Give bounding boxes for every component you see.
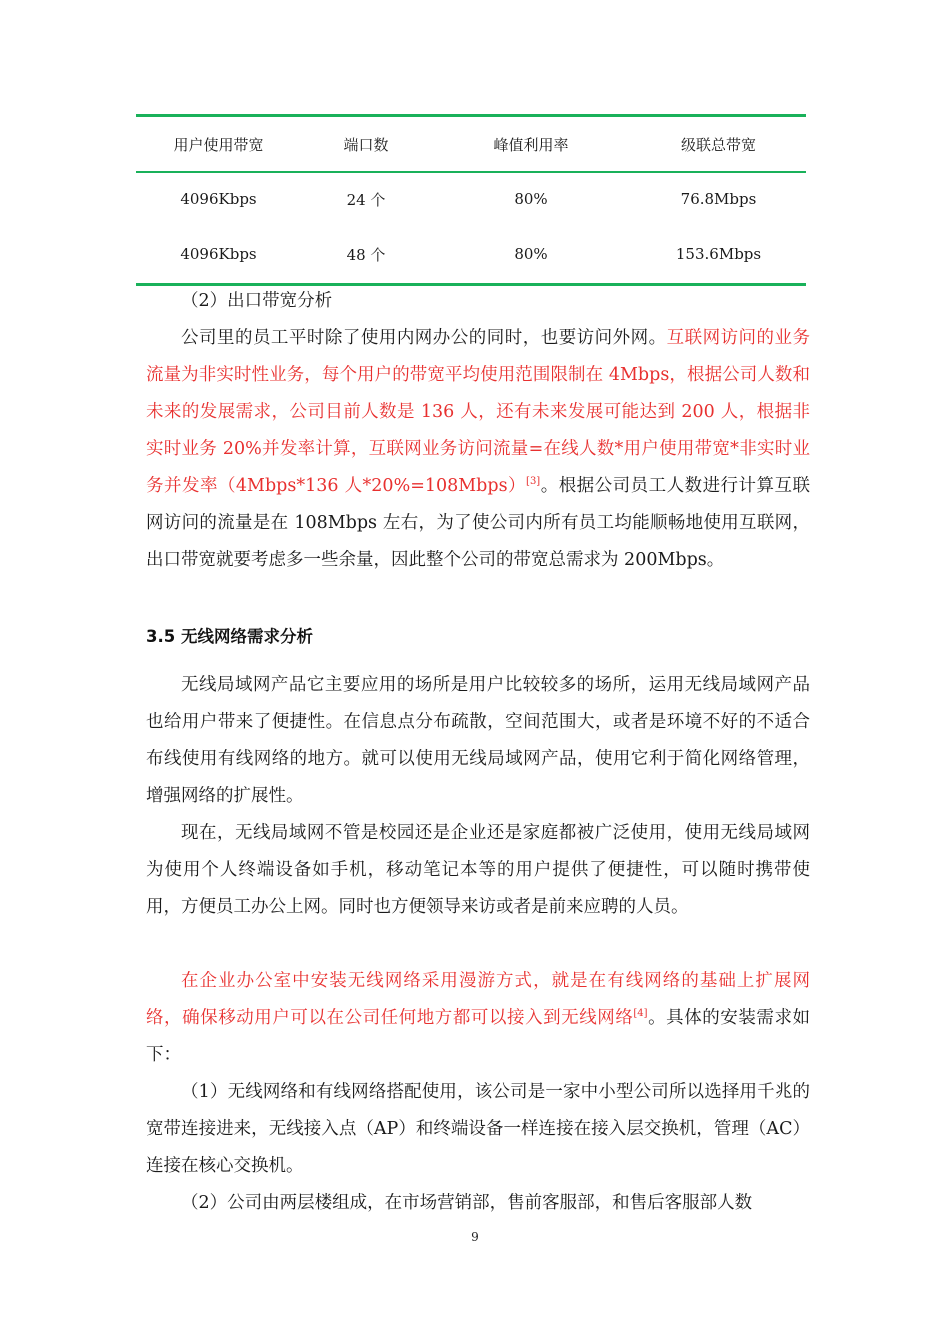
- subsection-heading-text: （2）出口带宽分析: [181, 291, 333, 311]
- paragraph-text: 。具体的安装需求如下：: [146, 1008, 811, 1065]
- section-heading: 3.5 无线网络需求分析: [146, 627, 313, 646]
- paragraph-wlan-intro: 无线局域网产品它主要应用的场所是用户比较较多的场所，运用无线局域网产品也给用户带来了便捷性。在信息点分布疏散，空间范围大，或者是环境不好的不适合布线使用有线网络的地方。就可以使用无线局域网产品，使用它利于简化网络管理，增强网络的扩展性。: [146, 675, 810, 806]
- table-row: [136, 173, 806, 225]
- header-cell: 端口数: [343, 135, 389, 154]
- table-cell: 48 个: [346, 245, 386, 264]
- highlighted-text: 在企业办公室中安装无线网络采用漫游方式，就是在有线网络的基础上扩展网络，确保移动用户可以在公司任何地方都可以接入到无线网络: [146, 971, 810, 1028]
- header-cell: 峰值利用率: [493, 135, 569, 154]
- header-cell: 用户使用带宽: [173, 135, 264, 154]
- highlighted-text: 互联网访问的业务流量为非实时性业务，每个用户的带宽平均使用范围限制在 4Mbps，根据公司人数和未来的发展需求，公司目前人数是 136 人，还有未来发展可能达到 200 人，根据非实时业务 20%并发率计算，互联网业务访问流量=在线人数*用户使用带宽*非实时业务并发率（4Mbps*136 人*20%=108Mbps）: [146, 328, 811, 496]
- paragraph-requirement-2: （2）公司由两层楼组成，在市场营销部，售前客服部，和售后客服部人数: [181, 1193, 753, 1213]
- table-cell: 80%: [514, 245, 548, 263]
- table-cell: 24 个: [346, 190, 386, 209]
- bandwidth-table: [136, 114, 806, 286]
- table-cell: 153.6Mbps: [675, 245, 762, 263]
- citation-ref: [4]: [633, 1008, 648, 1020]
- table-row: [136, 225, 806, 283]
- header-cell: 级联总带宽: [680, 135, 756, 154]
- page-number: 9: [471, 1230, 479, 1244]
- paragraph-wlan-roaming: [146, 963, 810, 1074]
- paragraph-wlan-usage: 现在，无线局域网不管是校园还是企业还是家庭都被广泛使用，使用无线局域网为使用个人终端设备如手机，移动笔记本等的用户提供了便捷性，可以随时携带使用，方便员工办公上网。同时也方便领导来访或者是前来应聘的人员。: [146, 823, 810, 917]
- citation-ref: [3]: [526, 476, 541, 488]
- table-header-row: [136, 117, 806, 171]
- table-cell: 4096Kbps: [180, 190, 257, 208]
- paragraph-text: 公司里的员工平时除了使用内网办公的同时，也要访问外网。: [181, 328, 667, 348]
- table-cell: 80%: [514, 190, 548, 208]
- paragraph-requirement-1: （1）无线网络和有线网络搭配使用，该公司是一家中小型公司所以选择用千兆的宽带连接进来，无线接入点（AP）和终端设备一样连接在接入层交换机，管理（AC）连接在核心交换机。: [146, 1082, 810, 1176]
- table-cell: 4096Kbps: [180, 245, 257, 263]
- table-cell: 76.8Mbps: [680, 190, 757, 208]
- paragraph-text: 。根据公司员工人数进行计算互联网访问的流量是在 108Mbps 左右，为了使公司内所有员工均能顺畅地使用互联网，出口带宽就要考虑多一些余量，因此整个公司的带宽总需求为 200Mbps。: [146, 476, 811, 570]
- paragraph-egress-bandwidth: [146, 320, 810, 579]
- subsection-heading: [146, 283, 810, 320]
